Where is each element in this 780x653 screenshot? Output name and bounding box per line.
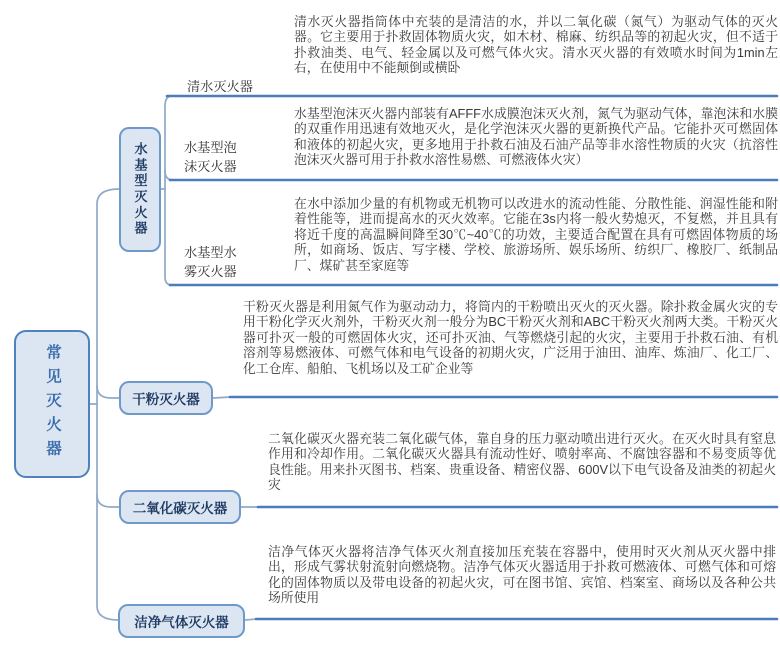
branch-topic-clean-gas[interactable]: 洁净气体灭火器 bbox=[118, 604, 245, 638]
description-clear-water[interactable]: 清水灭火器指筒体中充装的是清洁的水，并以二氧化碳（氮气）为驱动气体的灭火器。它主要用于扑救固体物质火灾，如木材、棉麻、纺织品等的初起火灾，但不适于扑救油类、电气、轻金属以及可燃气体火灾。清水灭火器的有效喷水时间为1min左右，在使用中不能颠倒或横卧 bbox=[294, 14, 778, 76]
description-dry-powder[interactable]: 干粉灭火器是利用氮气作为驱动动力，将筒内的干粉喷出灭火的灭火器。除扑救金属火灾的专用干粉化学灭火剂外，干粉灭火剂一般分为BC干粉灭火剂和ABC干粉灭火剂两大类。干粉灭火器可扑灭一般的可燃固体火灾，还可扑灭油、气等燃烧引起的火灾，主要用于扑救石油、有机溶剂等易燃液体、可燃气体和电气设备的初期火灾，广泛用于油田、油库、炼油厂、化工厂、化工仓库、船舶、飞机场以及工矿企业等 bbox=[243, 299, 778, 376]
connector-branch-co2 bbox=[97, 495, 119, 507]
subtopic-label-water-mist[interactable]: 水基型水雾灭火器 bbox=[184, 245, 237, 279]
root-topic[interactable]: 常见灭火器 bbox=[14, 330, 90, 478]
description-foam[interactable]: 水基型泡沫灭火器内部装有AFFF水成膜泡沫灭火剂，氮气为驱动气体，靠泡沫和水膜的双重作用迅速有效地灭火，是化学泡沫灭火器的更新换代产品。它能扑灭可燃固体和液体的初起火灾，更多地用于扑救石油及石油产品等非水溶性物质的火灾（抗溶性泡沫灭火器可用于扑救水溶性易燃、可燃液体火灾） bbox=[294, 106, 778, 168]
connector-dry-powder-desc bbox=[213, 397, 231, 398]
description-water-mist[interactable]: 在水中添加少量的有机物或无机物可以改进水的流动性能、分散性能、润湿性能和附着性能等，进而提高水的灭火效率。它能在3s内将一般火势熄灭，不复燃，并且具有将近千度的高温瞬间降至30℃~40℃的功效，主要适合配置在具有可燃固体物质的场所，如商场、饭店、写字楼、学校、旅游场所、娱乐场所、纺织厂、橡胶厂、纸制品厂、煤矿甚至家庭等 bbox=[294, 196, 778, 273]
connector-sub-trunk bbox=[165, 96, 172, 285]
subtopic-label-foam[interactable]: 水基型泡沫灭火器 bbox=[184, 140, 237, 174]
description-co2[interactable]: 二氧化碳灭火器充装二氧化碳气体，靠自身的压力驱动喷出进行灭火。在灭火时具有窒息作用和冷却作用。二氧化碳灭火器具有流动性好、喷射率高、不腐蚀容器和不易变质等优良性能。用来扑灭图书、档案、贵重设备、精密仪器、600V以下电气设备及油类的初起火灾 bbox=[268, 431, 776, 493]
description-clean-gas[interactable]: 洁净气体灭火器将洁净气体灭火剂直接加压充装在容器中，使用时灭火剂从灭火器中排出，形成气雾状射流射向燃烧物。洁净气体灭火器适用于扑救可燃液体、可燃气体和可熔化的固体物质以及带电设备的初起火灾，可在图书馆、宾馆、档案室、商场以及各种公共场所使用 bbox=[268, 544, 776, 606]
branch-topic-co2[interactable]: 二氧化碳灭火器 bbox=[119, 490, 241, 524]
connector-main-trunk bbox=[97, 189, 119, 620]
connector-sub-mid bbox=[165, 171, 173, 180]
branch-topic-water-based[interactable]: 水基型灭火器 bbox=[119, 127, 161, 252]
connector-branch-dry-powder bbox=[97, 386, 119, 398]
subtopic-label-clear-water[interactable]: 清水灭火器 bbox=[187, 79, 253, 94]
branch-topic-dry-powder[interactable]: 干粉灭火器 bbox=[119, 381, 213, 415]
